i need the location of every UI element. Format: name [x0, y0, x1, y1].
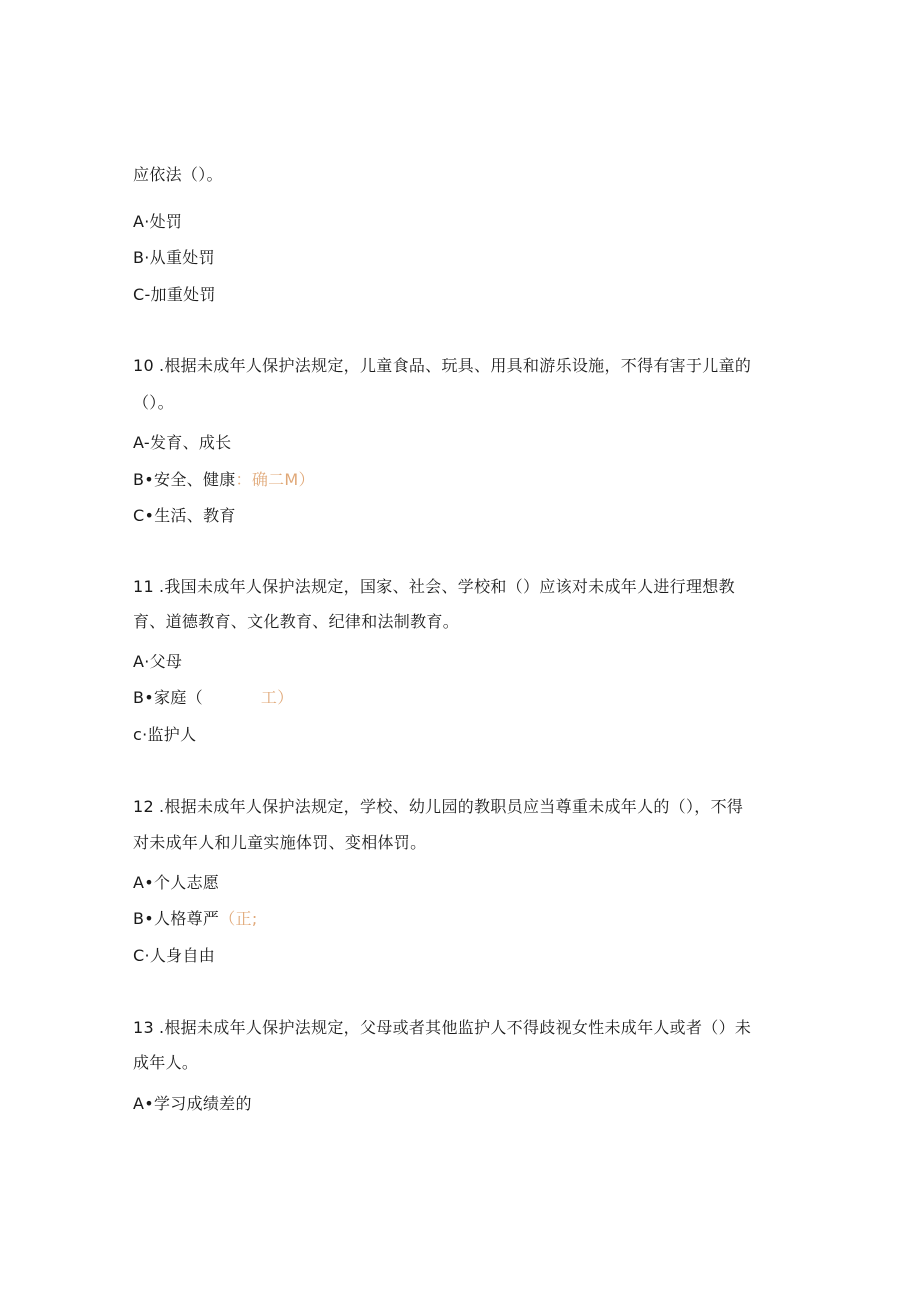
question-number: 10 — [133, 356, 154, 375]
question-11-option-b — [133, 687, 294, 709]
question-number: 13 — [133, 1018, 154, 1037]
question-text: .我国未成年人保护法规定，国家、社会、学校和（）应该对未成年人进行理想教 — [159, 577, 735, 596]
question-9-stem-tail: 应依法（）。 — [133, 165, 223, 184]
question-10-option-a: A-发育、成长 — [133, 433, 232, 452]
question-12-option-a: A•个人志愿 — [133, 873, 220, 892]
question-12-stem-line-2: 对未成年人和儿童实施体罚、变相体罚。 — [133, 833, 427, 852]
question-text: .根据未成年人保护法规定，儿童食品、玩具、用具和游乐设施，不得有害于儿童的 — [159, 356, 752, 375]
question-number: 11 — [133, 577, 154, 596]
answer-mark: （正; — [219, 909, 258, 928]
question-9-option-b: B·从重处罚 — [133, 248, 215, 267]
question-text: .根据未成年人保护法规定，学校、幼儿园的教职员应当尊重未成年人的（），不得 — [159, 797, 744, 816]
question-12-stem-line-1 — [133, 796, 743, 818]
question-11-stem-line-2: 育、道德教育、文化教育、纪律和法制教育。 — [133, 612, 460, 631]
question-12-option-c: C·人身自由 — [133, 946, 216, 965]
question-13-stem-line-2: 成年人。 — [133, 1053, 199, 1072]
answer-mark: ：确二M） — [235, 470, 315, 489]
question-9-option-c: C-加重处罚 — [133, 285, 216, 304]
question-10-stem-line-2: （）。 — [133, 393, 174, 412]
question-11-stem-line-1 — [133, 576, 735, 598]
question-text: .根据未成年人保护法规定，父母或者其他监护人不得歧视女性未成年人或者（）未 — [159, 1018, 752, 1037]
question-9-option-a: A·处罚 — [133, 212, 183, 231]
question-13-stem-line-1 — [133, 1017, 751, 1039]
question-11-option-c: c·监护人 — [133, 725, 197, 744]
question-10-option-c: C•生活、教育 — [133, 506, 236, 525]
question-13-option-a: A•学习成绩差的 — [133, 1094, 252, 1113]
question-10-option-b — [133, 469, 315, 491]
question-12-option-b — [133, 908, 258, 930]
question-number: 12 — [133, 797, 154, 816]
option-text: B•家庭（ — [133, 688, 203, 707]
question-10-stem-line-1 — [133, 355, 751, 377]
answer-mark: 工） — [260, 688, 294, 707]
option-text: B•人格尊严 — [133, 909, 220, 928]
option-text: B•安全、健康 — [133, 470, 236, 489]
question-11-option-a: A·父母 — [133, 652, 183, 671]
